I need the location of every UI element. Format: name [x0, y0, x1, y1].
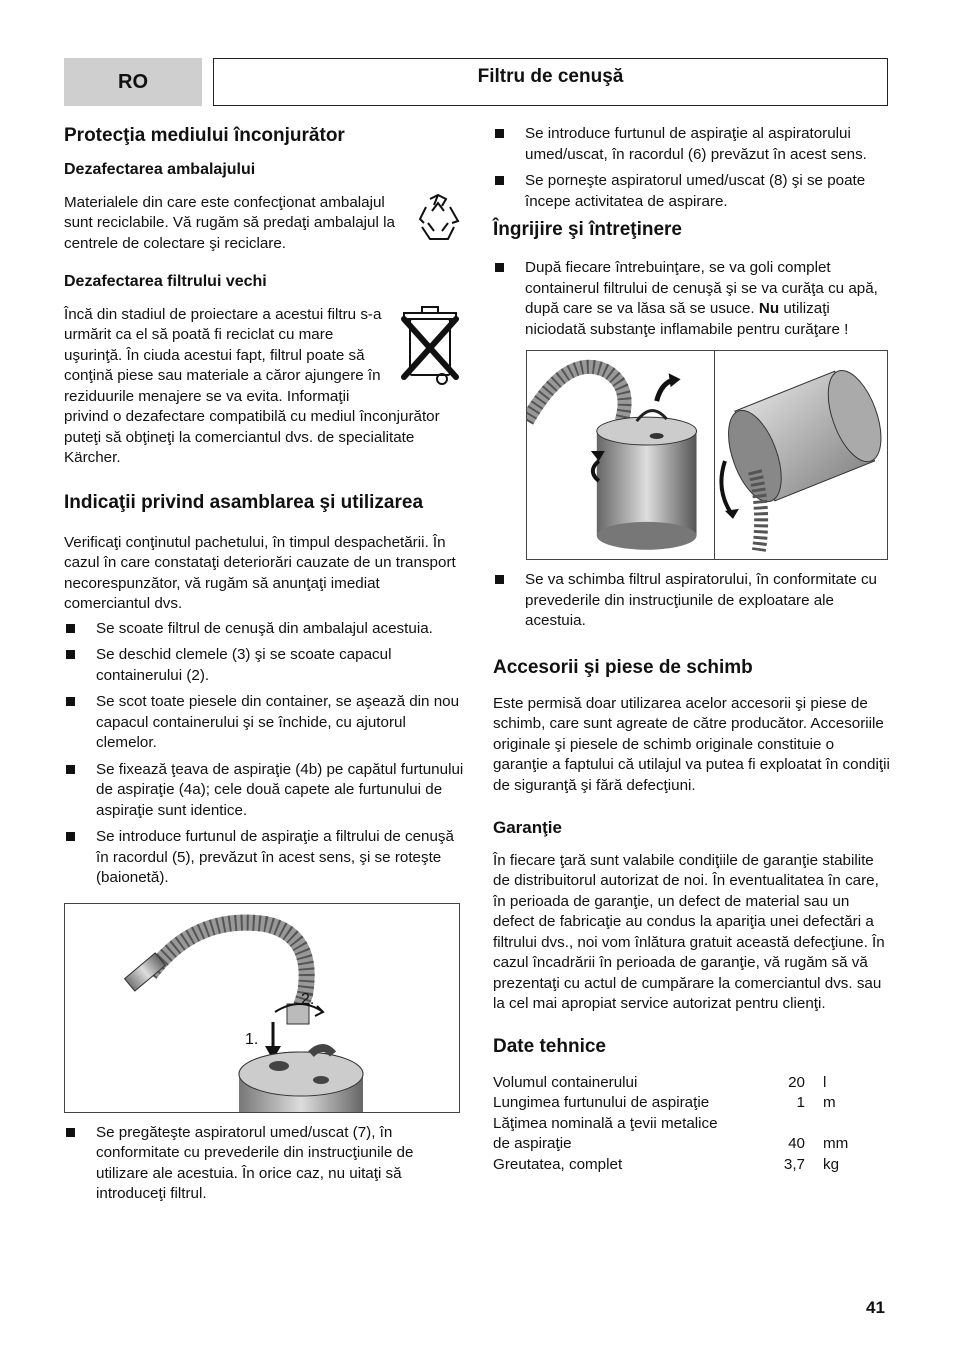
- list-item: Se porneşte aspiratorul umed/uscat (8) şi se poate începe activitatea de aspirare.: [493, 171, 893, 212]
- list-item: Se va schimba filtrul aspiratorului, în conformitate cu prevederile din instrucţiunile de exploatare ale acestuia.: [493, 570, 893, 632]
- table-row: Lăţimea nominală a ţevii metalice: [493, 1114, 718, 1132]
- tech-heading: Date tehnice: [493, 1035, 606, 1057]
- right-column: [493, 124, 893, 1175]
- assembly-intro: Verificaţi conţinutul pachetului, în timpul despachetării. În cazul în care constataţi deteriorări cauzate de un transport necorespunzător, vă rugăm să anunţaţi imediat comerciantul dvs.: [64, 533, 456, 612]
- assembly-steps-continued: [493, 124, 893, 212]
- language-code: RO: [118, 70, 148, 93]
- page-title: Filtru de cenuşă: [477, 66, 624, 87]
- page-number: 41: [866, 1298, 885, 1317]
- left-column: [64, 124, 464, 1211]
- assembly-heading: Indicaţii privind asamblarea şi utilizarea: [64, 491, 424, 513]
- crossed-bin-icon: [398, 305, 464, 389]
- warranty-heading: Garanţie: [493, 818, 562, 837]
- pack-heading: Dezafectarea ambalajului: [64, 161, 256, 178]
- list-item: Se deschid clemele (3) şi se scoate capacul containerului (2).: [64, 645, 464, 686]
- accessories-paragraph: Este permisă doar utilizarea acelor accesorii şi piese de schimb, care sunt agreate de către producător. Accesoriile originale şi piesele de schimb originale constituie o garanţie a faptului că utilajul va putea fi exploatat în condiţii de siguranţă şi fără defecţiuni.: [493, 694, 890, 794]
- warranty-paragraph: În fiecare ţară sunt valabile condiţiile de garanţie stabilite de distribuitorul autorizat de noi. În eventualitatea în care, în perioada de garanţie, un defect de material sau un defect de fabricaţie au condus la apariţia unei defectări a filtrului dvs., noi vom înlătura gratuit această defecţiune. În cazul încadrării în perioada de garanţie, vă rugăm să vă prezentaţi cu actul de cumpărare la comerciantul dvs. sau la cel mai apropiat service autorizat pentru clienţi.: [493, 851, 885, 1012]
- language-tab: [64, 58, 202, 106]
- list-item: Se introduce furtunul de aspiraţie a filtrului de cenuşă în racordul (5), prevăzut în acest sens, şi se roteşte (baionetă).: [64, 827, 464, 889]
- figure-label-1: 1.: [245, 1030, 259, 1048]
- figure-label-2: 2.: [301, 990, 315, 1008]
- recycle-icon: [412, 193, 464, 243]
- hose-attach-illustration: [65, 904, 460, 1113]
- pack-paragraph: Materialele din care este confecţionat ambalajul sunt reciclabile. Vă rugăm să predaţi ambalajul la centrele de colectare şi reciclare.: [64, 193, 464, 255]
- list-item: Se scot toate piesele din container, se aşează din nou capacul containerului şi se închide, cu ajutorul clemelor.: [64, 692, 464, 754]
- assembly-steps: [64, 619, 464, 889]
- filter-heading: Dezafectarea filtrului vechi: [64, 273, 267, 290]
- table-row: Volumul containerului 20 l: [493, 1073, 827, 1091]
- list-item: După fiecare întrebuinţare, se va goli complet containerul filtrului de cenuşă şi se va curăţa cu apă, după care se va lăsa să se usuce. Nu utilizaţi niciodată substanţe inflamabile pentru curăţare !: [493, 258, 893, 340]
- list-item: Se fixează ţeava de aspiraţie (4b) pe capătul furtunului de aspiraţie (4a); cele două capete ale furtunului de aspiraţie sunt identice.: [64, 760, 464, 822]
- page-title-box: [213, 58, 888, 106]
- table-row: Lungimea furtunului de aspiraţie 1 m: [493, 1094, 836, 1111]
- table-row: Greutatea, complet 3,7 kg: [493, 1155, 840, 1173]
- cleaning-figure: [526, 350, 888, 560]
- emptying-container-illustration: [715, 351, 887, 559]
- container-with-hose-illustration: [527, 351, 715, 559]
- list-item: Se pregăteşte aspiratorul umed/uscat (7), în conformitate cu prevederile din instrucţiunile de utilizare ale acestuia. În orice caz, nu uitaţi să introduceţi filtrul.: [64, 1123, 464, 1205]
- filter-paragraph: Încă din stadiul de proiectare a acestui filtru s-a urmărit ca el să poată fi reciclat cu mare uşurinţă. În ciuda acestui fapt, filtrul poate să conţină piese sau materiale a căror ajungere în reziduurile menajere se va evita. Informaţii privind o dezafectare compatibilă cu mediul înconjurător puteţi să obţineţi la comerciantul dvs. de specialitate Kärcher.: [64, 305, 464, 469]
- table-row: de aspiraţie 40 mm: [493, 1135, 849, 1152]
- list-item: Se introduce furtunul de aspiraţie al aspiratorului umed/uscat, în racordul (6) prevăzut în acest sens.: [493, 124, 893, 165]
- env-heading: Protecţia mediului înconjurător: [64, 125, 345, 146]
- list-item: Se scoate filtrul de cenuşă din ambalajul acestuia.: [64, 619, 464, 640]
- hose-attach-figure: [64, 903, 460, 1113]
- accessories-heading: Accesorii şi piese de schimb: [493, 656, 753, 678]
- tech-table: [493, 1073, 853, 1176]
- care-heading: Îngrijire şi întreţinere: [493, 219, 682, 240]
